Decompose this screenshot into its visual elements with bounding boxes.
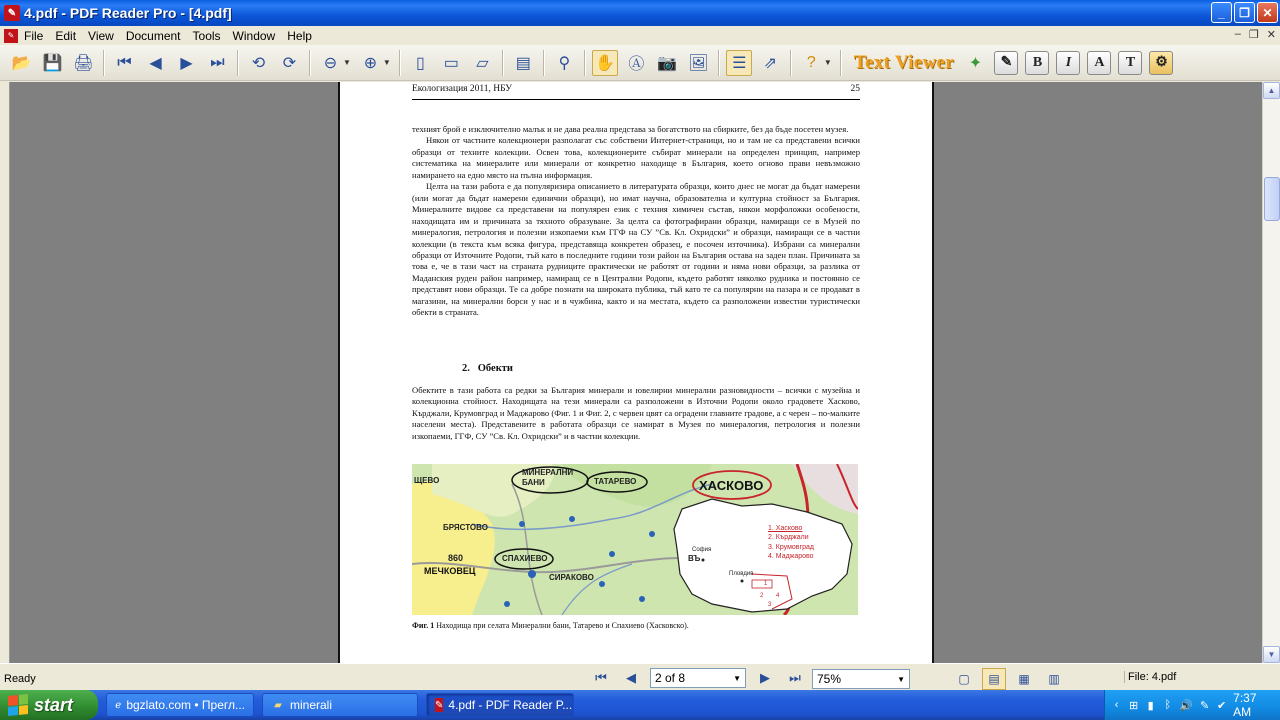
- objects-paragraph: Обектите в тази работа са редки за България минерали и ювелирни минерални разновидности – всички с музейна и колекционна стойност. Находищата на тези минерали са разположени в Източни Родопи около градовете Хасково, Кърджали, Крумовград и Маджарово (Фиг. 1 и Фиг. 2, с червен цвят са оградени главните градове, а с черен – по-малките населени места). Представените в работата образци се намират в Музея по минералогия, петрология и полезни изкопаеми, ГГФ, СУ ”Св. Кл. Охридски” и в частни колекции.: [412, 385, 860, 441]
- bluetooth-icon[interactable]: ᛒ: [1164, 699, 1172, 711]
- text-viewer-arrow-icon[interactable]: ✦: [968, 54, 983, 72]
- zoom-value: 75%: [817, 672, 842, 686]
- system-tray: [1104, 690, 1280, 720]
- page-number-select[interactable]: [650, 668, 746, 688]
- rotate-left-icon[interactable]: ⟲: [251, 54, 266, 72]
- minimize-button[interactable]: _: [1211, 2, 1232, 23]
- scrollbar-thumb[interactable]: [1264, 177, 1280, 221]
- page-indicator: 2 of 8: [655, 671, 686, 685]
- toolbar-separator: [399, 50, 401, 76]
- menu-tools[interactable]: Tools: [192, 28, 221, 43]
- text-button[interactable]: T: [1118, 51, 1142, 75]
- body-text: [412, 124, 860, 319]
- pdf-app-icon[interactable]: ✎: [4, 5, 20, 21]
- map-label-shchevo: ЩЕВО: [414, 476, 440, 485]
- map-label-mechkovets: МЕЧКОВЕЦ: [424, 566, 476, 576]
- location-map: [412, 464, 858, 615]
- menu-view[interactable]: View: [88, 28, 114, 43]
- volume-icon[interactable]: 🔊: [1179, 699, 1194, 712]
- italic-button[interactable]: I: [1056, 51, 1080, 75]
- map-marker-3: 3: [768, 602, 772, 608]
- status-prev-page-icon[interactable]: ◀: [626, 670, 636, 685]
- maximize-button[interactable]: ❐: [1234, 2, 1255, 23]
- menu-window[interactable]: Window: [232, 28, 276, 43]
- toolbar-separator: [502, 50, 504, 76]
- edit-text-tool-icon[interactable]: ✎: [994, 51, 1018, 75]
- map-label-mineralni-bani-line1: МИНЕРАЛНИ: [522, 468, 574, 477]
- section-number: 2.: [462, 363, 470, 374]
- status-text: Ready: [4, 673, 36, 685]
- toolbar-separator: [790, 50, 792, 76]
- title-bar: [0, 0, 1280, 26]
- toolbar-separator: [103, 50, 105, 76]
- document-window-controls: [1235, 28, 1276, 41]
- vertical-scrollbar[interactable]: [1262, 82, 1280, 663]
- start-label: start: [34, 694, 74, 715]
- page-navigation: [586, 667, 810, 689]
- status-bar: [0, 663, 1280, 690]
- chevron-down-icon[interactable]: ▼: [897, 674, 905, 684]
- map-marker-4: 4: [776, 593, 780, 599]
- folder-icon: ▰: [274, 699, 282, 711]
- settings-tool-icon[interactable]: ⚙: [1149, 51, 1173, 75]
- legend-item: 2. Кърджали: [768, 534, 809, 542]
- figure-caption-label: Фиг. 1: [412, 621, 435, 630]
- find-binoculars-icon[interactable]: ⚲: [558, 54, 571, 72]
- facing-pages-icon[interactable]: ▦: [1018, 672, 1030, 686]
- continuous-page-icon[interactable]: ▤: [982, 668, 1006, 690]
- chevron-down-icon[interactable]: ▼: [733, 673, 741, 683]
- pdf-page[interactable]: [338, 82, 934, 663]
- map-marker-1: 1: [764, 581, 768, 587]
- help-dropdown-icon[interactable]: ▼: [823, 58, 832, 67]
- doc-close-button[interactable]: ✕: [1266, 29, 1276, 41]
- form-fill-icon[interactable]: ▤: [515, 54, 531, 72]
- next-page-icon[interactable]: ▶: [180, 54, 193, 72]
- legend-item: 1. Хасково: [768, 525, 803, 532]
- pdf-tray-icon[interactable]: ✎: [1199, 699, 1210, 712]
- open-folder-icon[interactable]: 📂: [11, 54, 32, 72]
- status-last-page-icon[interactable]: ⏭: [789, 670, 801, 685]
- single-page-icon[interactable]: ▢: [958, 672, 970, 686]
- section-title: Обекти: [477, 363, 513, 374]
- font-button[interactable]: A: [1087, 51, 1111, 75]
- save-icon[interactable]: 💾: [42, 54, 63, 72]
- zoom-select[interactable]: [812, 669, 910, 689]
- menu-help[interactable]: Help: [287, 28, 312, 43]
- clock[interactable]: 7:37 AM: [1233, 691, 1257, 719]
- hand-tool-icon[interactable]: ✋: [592, 50, 618, 76]
- windows-logo-icon: [8, 694, 28, 716]
- select-text-icon[interactable]: Ⓐ: [628, 56, 645, 73]
- previous-page-icon[interactable]: ◀: [149, 54, 162, 72]
- map-label-sirakovo: СИРАКОВО: [549, 573, 594, 582]
- map-label-860: 860: [448, 553, 464, 563]
- map-marker-2: 2: [760, 593, 764, 599]
- running-head-title: Екологизация 2011, НБУ: [412, 84, 513, 94]
- window-title: 4.pdf - PDF Reader Pro - [4.pdf]: [24, 5, 232, 21]
- toolbar-separator: [543, 50, 545, 76]
- first-page-icon[interactable]: ⏮: [117, 53, 132, 71]
- map-label-tatarevo: ТАТАРЕВО: [594, 477, 637, 486]
- map-label-haskovo: ХАСКОВО: [699, 478, 764, 493]
- menu-document[interactable]: Document: [125, 28, 181, 43]
- paragraph: Някои от частните колекционери разполагат със собствени Интернет-страници, но и там не са представени всички образци от техните колекции. Освен това, колекционерите събират минерали на определен принцип, например систематика на минералите или минерали от конкретно находище в България, което огново прави невъзможно намирането на едно място на пълна информация.: [412, 135, 860, 180]
- document-menu-icon[interactable]: ✎: [4, 29, 18, 43]
- scroll-down-icon[interactable]: ▼: [1263, 646, 1280, 663]
- status-first-page-icon[interactable]: ⏮: [595, 670, 607, 685]
- taskbar: [0, 690, 1280, 720]
- help-icon[interactable]: ?: [806, 53, 816, 71]
- zoom-out-icon[interactable]: ⊖: [323, 54, 338, 72]
- running-head: [412, 84, 860, 100]
- menu-file[interactable]: File: [24, 28, 44, 43]
- pdf-icon: ✎: [435, 699, 444, 711]
- taskbar-item-label: 4.pdf - PDF Reader P...: [448, 698, 573, 712]
- map-legend: [768, 524, 814, 562]
- taskbar-item-pdf-reader[interactable]: [426, 693, 574, 717]
- menu-bar: [0, 26, 1280, 45]
- toolbar-separator: [840, 50, 842, 76]
- menu-edit[interactable]: Edit: [55, 28, 77, 43]
- zoom-in-dropdown-icon[interactable]: ▼: [382, 58, 391, 67]
- snapshot-icon[interactable]: 📷: [657, 54, 678, 72]
- section-heading: [462, 363, 513, 374]
- side-panel-edge[interactable]: [0, 82, 10, 663]
- bookmarks-panel-icon[interactable]: ☰: [726, 50, 752, 76]
- scroll-up-icon[interactable]: ▲: [1263, 82, 1280, 99]
- network-icon[interactable]: ⊞: [1129, 699, 1139, 712]
- taskbar-item-label: bgzlato.com • Прегл...: [126, 698, 245, 712]
- actual-size-icon[interactable]: ▯: [415, 54, 425, 72]
- taskbar-item-browser[interactable]: [106, 693, 254, 717]
- paragraph: Целта на тази работа е да популяризира описанието в литературата образци, които днес не могат да бъдат намерени (или могат да бъдат намерени единични образци), но имат научна, образователна и културна стойност за България. Минералните видове са представени на популярен език с техния химичен състав, някои морфоложки особености, находищата им и причината за тяхното образуване. За целта са фотографирани образци, намиращи се в Музей по минералогия, петрология и полезни изкопаеми към ГГФ на СУ ”Св. Кл. Охридски” и образци, намиращи се в частни колекции (в текста към всяка фигура, представяща конкретен образец, е посочен източника). Избрани са минерални образци от Източните Родопи, тъй като в последните години този район на България остава на заден план. Причината за това е, че в тази част на страната рудниците практически не работят от години и няма нови образци, за разлика от Маданския руден район например, намиращ се в Централни Родопи, където работят няколко рудника и постоянно се представят нови образци. Те са добре познати на широката публика, тъй като те са популярни на пазара и се продават в магазини, на минерални борси у нас и в чужбина, както и на местата, където са разположени известни туристически обекти в страната.: [412, 181, 860, 318]
- rotate-right-icon[interactable]: ⟳: [282, 54, 297, 72]
- toolbar-separator: [584, 50, 586, 76]
- select-image-icon[interactable]: 🖼: [688, 54, 709, 72]
- zoom-out-dropdown-icon[interactable]: ▼: [343, 58, 351, 67]
- taskbar-item-label: minerali: [290, 698, 333, 712]
- toolbar: [0, 45, 1280, 81]
- browser-icon: ℯ: [115, 699, 122, 711]
- taskbar-item-folder[interactable]: [262, 693, 418, 717]
- file-name-label: File: 4.pdf: [1124, 671, 1176, 683]
- signal-icon[interactable]: ▮: [1147, 699, 1154, 712]
- last-page-icon[interactable]: ⏭: [210, 53, 225, 71]
- map-label-vv: ВЪ: [688, 554, 701, 563]
- toolbar-separator: [309, 50, 311, 76]
- start-button[interactable]: [0, 690, 98, 720]
- legend-item: 3. Крумовград: [768, 543, 814, 551]
- close-button[interactable]: ✕: [1257, 2, 1278, 23]
- tray-expand-icon[interactable]: ‹: [1114, 699, 1119, 711]
- security-icon[interactable]: ✔: [1217, 699, 1227, 712]
- continuous-facing-icon[interactable]: ▥: [1048, 672, 1060, 686]
- bold-button[interactable]: B: [1025, 51, 1049, 75]
- doc-minimize-button[interactable]: –: [1234, 28, 1241, 40]
- thumbnails-panel-icon[interactable]: ⇗: [763, 54, 778, 72]
- figure-caption-text: Находища при селата Минерални бани, Татарево и Спахиево (Хасковско).: [434, 621, 689, 630]
- page-number: 25: [850, 84, 860, 94]
- text-viewer-label[interactable]: Text Viewer: [853, 51, 954, 73]
- fit-page-icon[interactable]: ▭: [443, 54, 459, 72]
- toolbar-separator: [237, 50, 239, 76]
- map-label-plovdiv: Пловдив: [729, 571, 754, 577]
- toolbar-separator: [718, 50, 720, 76]
- fit-width-icon[interactable]: ▱: [476, 54, 489, 72]
- page-layout-buttons: [952, 668, 1066, 690]
- map-label-bryastovo: БРЯСТОВО: [443, 523, 488, 532]
- print-icon[interactable]: 🖨: [73, 54, 94, 72]
- map-label-sofia: София: [692, 547, 712, 553]
- window-controls: [1211, 2, 1278, 23]
- paragraph: техният брой е изключително малък и не дава реална представа за богатството на сбирките, без да бъде посетен музея.: [412, 124, 849, 134]
- legend-item: 4. Маджарово: [768, 553, 814, 561]
- zoom-in-icon[interactable]: ⊕: [363, 54, 378, 72]
- map-label-spahievo: СПАХИЕВО: [502, 554, 548, 563]
- figure-caption: [412, 621, 689, 630]
- doc-restore-button[interactable]: ❐: [1248, 29, 1259, 41]
- status-next-page-icon[interactable]: ▶: [760, 670, 770, 685]
- map-label-mineralni-bani-line2: БАНИ: [522, 478, 545, 487]
